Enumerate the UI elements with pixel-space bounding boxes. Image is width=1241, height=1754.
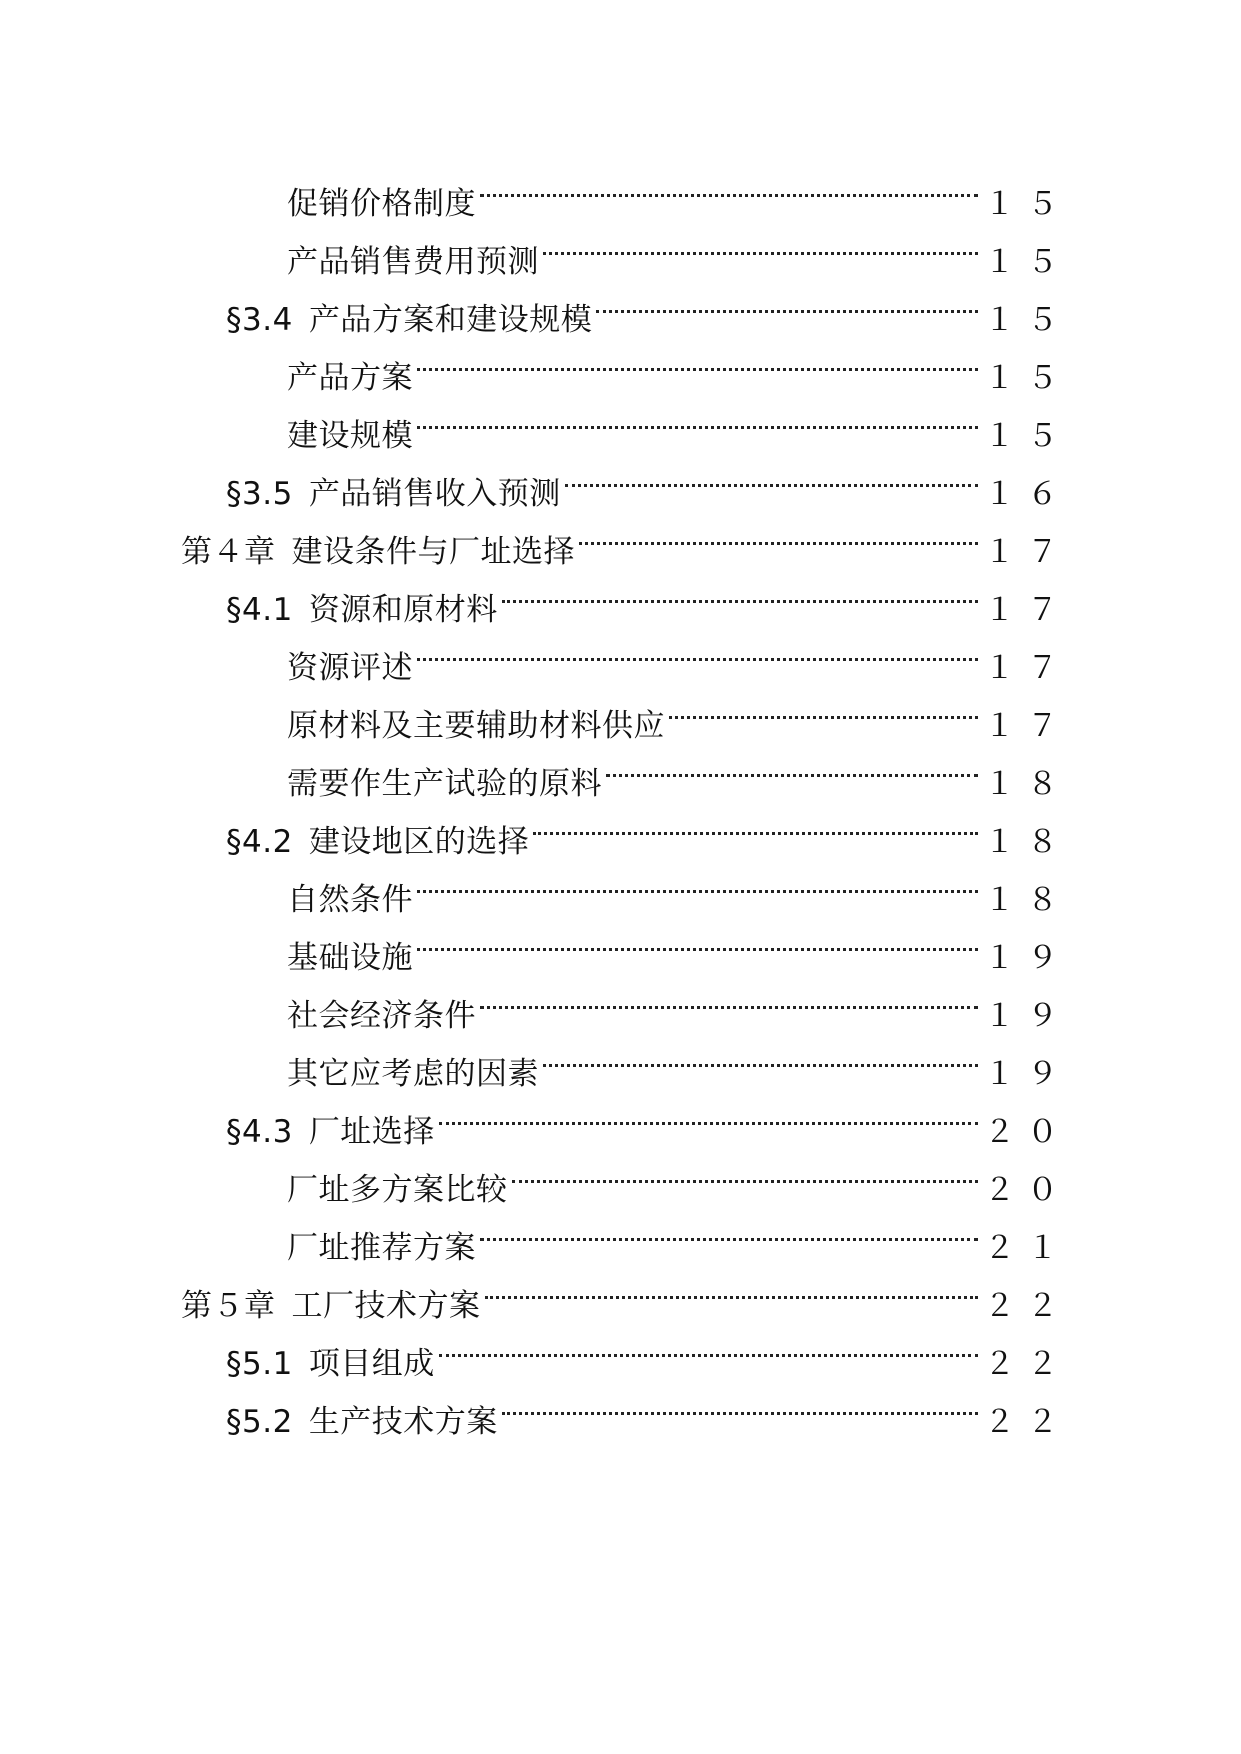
toc-entry-title: 厂址多方案比较	[287, 1172, 508, 1208]
toc-entry-title: 需要作生产试验的原料	[287, 766, 602, 802]
toc-dot-leader	[543, 212, 978, 272]
toc-entry[interactable]	[287, 908, 1070, 976]
toc-dot-leader	[533, 792, 978, 852]
toc-entry[interactable]	[226, 1372, 1070, 1440]
toc-dot-leader	[439, 1082, 978, 1142]
toc-page-number: １８	[984, 766, 1070, 802]
toc-dot-leader	[502, 560, 978, 620]
toc-entry[interactable]	[287, 212, 1070, 280]
toc-entry[interactable]	[287, 386, 1070, 454]
toc-dot-leader	[417, 618, 978, 678]
toc-entry-title: §3.5 产品销售收入预测	[226, 476, 561, 512]
toc-page-number: １５	[984, 186, 1070, 222]
toc-entry[interactable]	[226, 560, 1070, 628]
toc-entry[interactable]	[287, 676, 1070, 744]
toc-entry[interactable]	[226, 444, 1070, 512]
toc-page-number: １５	[984, 302, 1070, 338]
toc-dot-leader	[579, 502, 978, 562]
toc-entry[interactable]	[287, 966, 1070, 1034]
toc-entry[interactable]	[287, 1198, 1070, 1266]
toc-page-number: １６	[984, 476, 1070, 512]
toc-dot-leader	[417, 386, 978, 446]
toc-page-number: １８	[984, 824, 1070, 860]
toc-entry[interactable]	[287, 328, 1070, 396]
toc-entry[interactable]	[287, 618, 1070, 686]
toc-dot-leader	[439, 1314, 978, 1374]
toc-entry-title: §3.4 产品方案和建设规模	[226, 302, 593, 338]
toc-entry[interactable]	[287, 1140, 1070, 1208]
toc-page-number: １５	[984, 418, 1070, 454]
toc-page-number: １７	[984, 534, 1070, 570]
toc-entry[interactable]	[226, 1082, 1070, 1150]
toc-entry[interactable]	[226, 792, 1070, 860]
toc-entry[interactable]	[226, 1314, 1070, 1382]
toc-page-number: ２２	[984, 1288, 1070, 1324]
toc-dot-leader	[596, 270, 978, 330]
toc-page-number: ２１	[984, 1230, 1070, 1266]
toc-dot-leader	[480, 966, 978, 1026]
toc-entry-title: 基础设施	[287, 940, 413, 976]
toc-dot-leader	[512, 1140, 979, 1200]
toc-page-number: ２０	[984, 1114, 1070, 1150]
toc-entry-title: 产品销售费用预测	[287, 244, 539, 280]
toc-dot-leader	[606, 734, 978, 794]
toc-entry-title: 原材料及主要辅助材料供应	[287, 708, 665, 744]
toc-entry-title: 其它应考虑的因素	[287, 1056, 539, 1092]
toc-page-number: １９	[984, 998, 1070, 1034]
toc-entry-title: 自然条件	[287, 882, 413, 918]
toc-entry-title: 促销价格制度	[287, 186, 476, 222]
toc-entry[interactable]	[181, 502, 1070, 570]
toc-entry-title: §5.1 项目组成	[226, 1346, 435, 1382]
toc-dot-leader	[543, 1024, 978, 1084]
toc-entry[interactable]	[287, 154, 1070, 222]
toc-entry-title: 厂址推荐方案	[287, 1230, 476, 1266]
toc-page-number: １５	[984, 360, 1070, 396]
toc-dot-leader	[480, 1198, 978, 1258]
toc-entry[interactable]	[287, 850, 1070, 918]
toc-entry-title: §4.3 厂址选择	[226, 1114, 435, 1150]
toc-entry[interactable]	[287, 734, 1070, 802]
toc-entry-title: §4.2 建设地区的选择	[226, 824, 530, 860]
toc-page-number: １９	[984, 940, 1070, 976]
toc-dot-leader	[502, 1372, 978, 1432]
toc-page-number: ２２	[984, 1346, 1070, 1382]
toc-entry-title: 建设规模	[287, 418, 413, 454]
toc-dot-leader	[480, 154, 978, 214]
toc-page-number: １７	[984, 592, 1070, 628]
toc-page-number: １５	[984, 244, 1070, 280]
toc-page-number: ２０	[984, 1172, 1070, 1208]
toc-entry-title: 第４章 建设条件与厂址选择	[181, 534, 575, 570]
toc-dot-leader	[417, 328, 978, 388]
toc-entry-title: 资源评述	[287, 650, 413, 686]
toc-entry-title: §5.2 生产技术方案	[226, 1404, 498, 1440]
toc-dot-leader	[669, 676, 978, 736]
toc-page-number: １９	[984, 1056, 1070, 1092]
toc-dot-leader	[565, 444, 978, 504]
toc-page-number: １８	[984, 882, 1070, 918]
toc-entry[interactable]	[226, 270, 1070, 338]
toc-entry-title: 第５章 工厂技术方案	[181, 1288, 481, 1324]
toc-dot-leader	[485, 1256, 979, 1316]
toc-page-number: １７	[984, 708, 1070, 744]
toc-page-number: ２２	[984, 1404, 1070, 1440]
toc-entry-title: 产品方案	[287, 360, 413, 396]
toc-entry[interactable]	[287, 1024, 1070, 1092]
toc-dot-leader	[417, 850, 978, 910]
toc-entry[interactable]	[181, 1256, 1070, 1324]
toc-dot-leader	[417, 908, 978, 968]
toc-entry-title: 社会经济条件	[287, 998, 476, 1034]
toc-entry-title: §4.1 资源和原材料	[226, 592, 498, 628]
toc-page-number: １７	[984, 650, 1070, 686]
